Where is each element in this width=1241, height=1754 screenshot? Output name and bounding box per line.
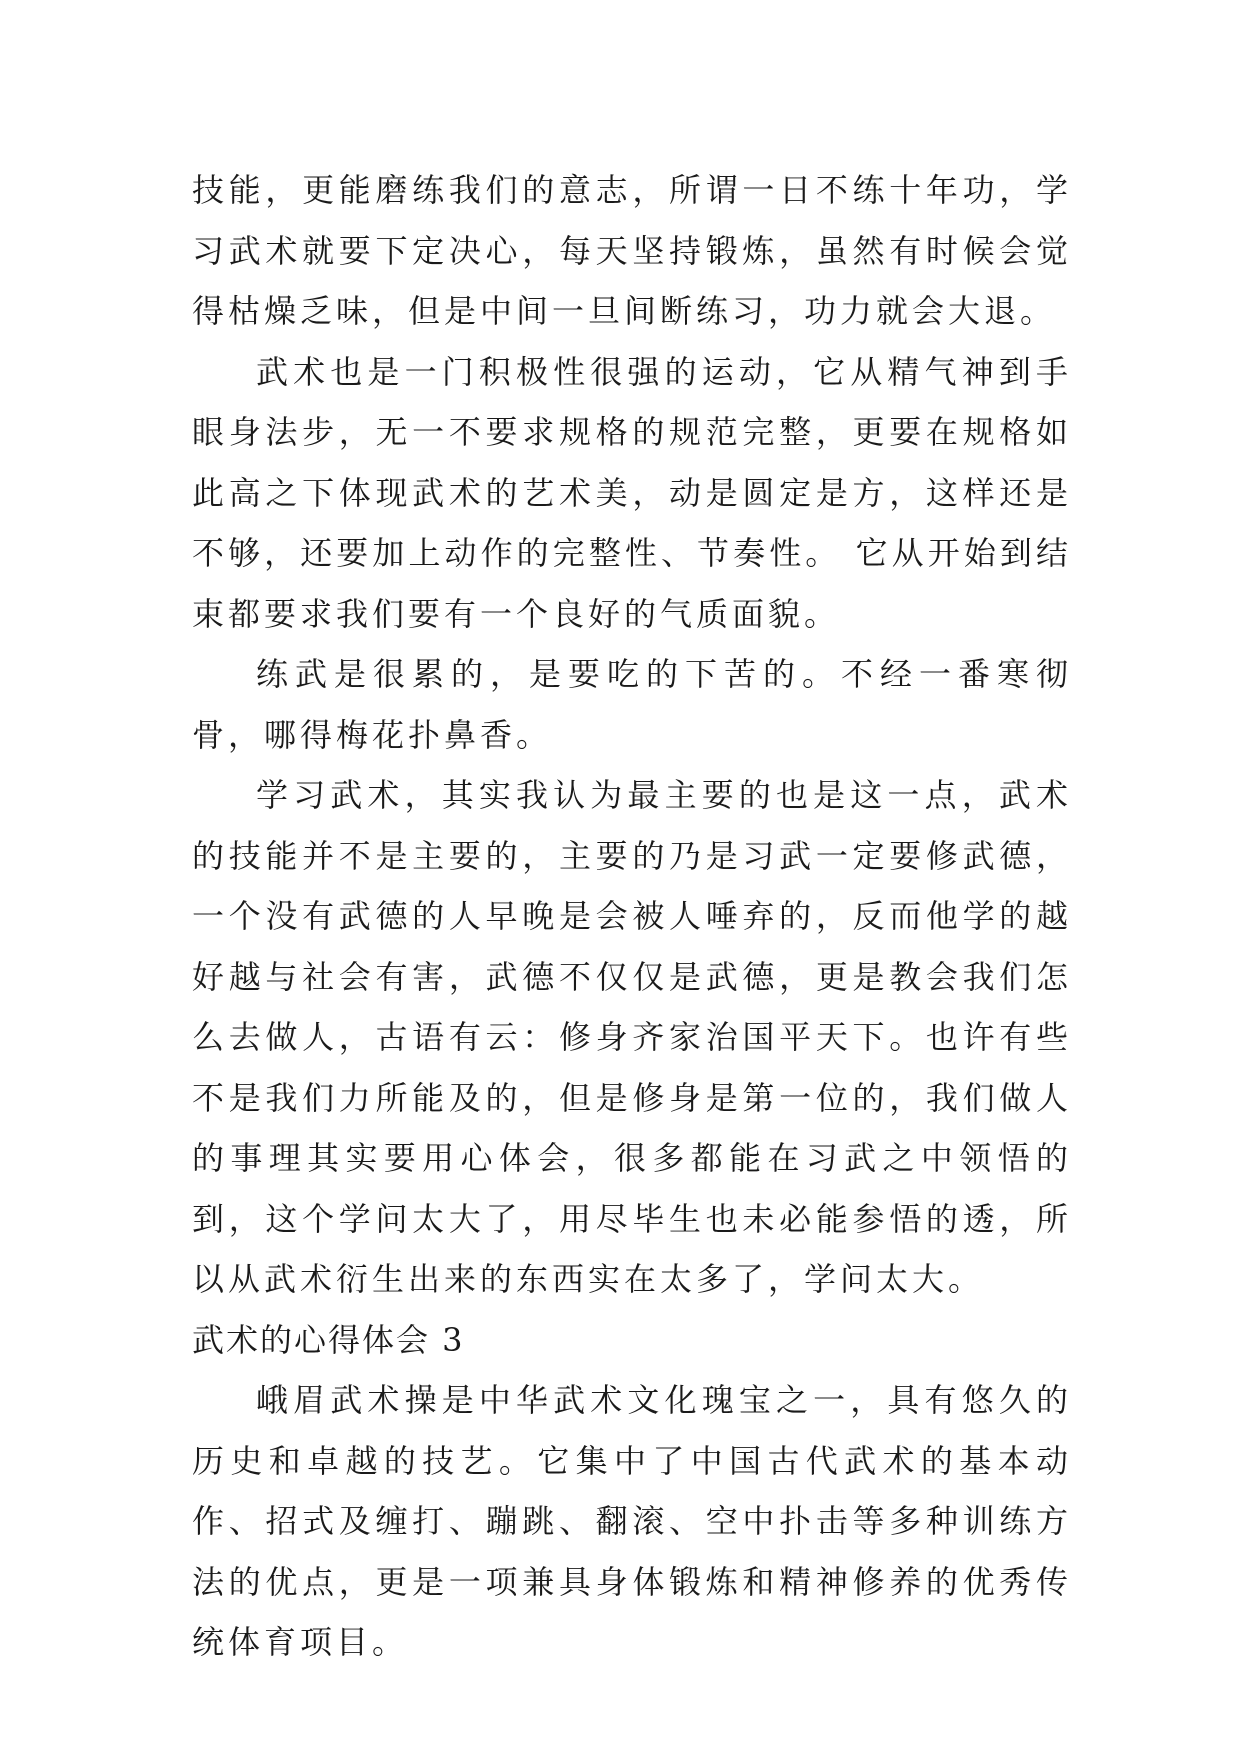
- document-body: [192, 160, 1072, 1673]
- paragraph-emei-martial-arts: 峨眉武术操是中华武术文化瑰宝之一，具有悠久的历史和卓越的技艺。它集中了中国古代武术的基本动作、招式及缠打、蹦跳、翻滚、空中扑击等多种训练方法的优点，更是一项兼具身体锻炼和精神修养的优秀传统体育项目。: [192, 1381, 1072, 1661]
- paragraph-martial-arts-positivity: 武术也是一门积极性很强的运动，它从精气神到手眼身法步，无一不要求规格的规范完整，更要在规格如此高之下体现武术的艺术美，动是圆定是方，这样还是不够，还要加上动作的完整性、节奏性。 它从开始到结束都要求我们要有一个良好的气质面貌。: [192, 352, 1072, 633]
- paragraph-hard-training: 练武是很累的，是要吃的下苦的。不经一番寒彻骨，哪得梅花扑鼻香。: [192, 655, 1072, 754]
- section-heading: 武术的心得体会 3: [192, 1320, 465, 1359]
- paragraph-martial-virtue: 学习武术，其实我认为最主要的也是这一点，武术的技能并不是主要的，主要的乃是习武一定要修武德，一个没有武德的人早晚是会被人唾弃的，反而他学的越好越与社会有害，武德不仅仅是武德，更是教会我们怎么去做人，古语有云：修身齐家治国平天下。也许有些不是我们力所能及的，但是修身是第一位的，我们做人的事理其实要用心体会，很多都能在习武之中领悟的到，这个学问太大了，用尽毕生也未必能参悟的透，所以从武术衍生出来的东西实在太多了，学问太大。: [192, 776, 1072, 1298]
- paragraph-continuation: 技能，更能磨练我们的意志，所谓一日不练十年功，学习武术就要下定决心，每天坚持锻炼，虽然有时候会觉得枯燥乏味，但是中间一旦间断练习，功力就会大退。: [192, 171, 1072, 330]
